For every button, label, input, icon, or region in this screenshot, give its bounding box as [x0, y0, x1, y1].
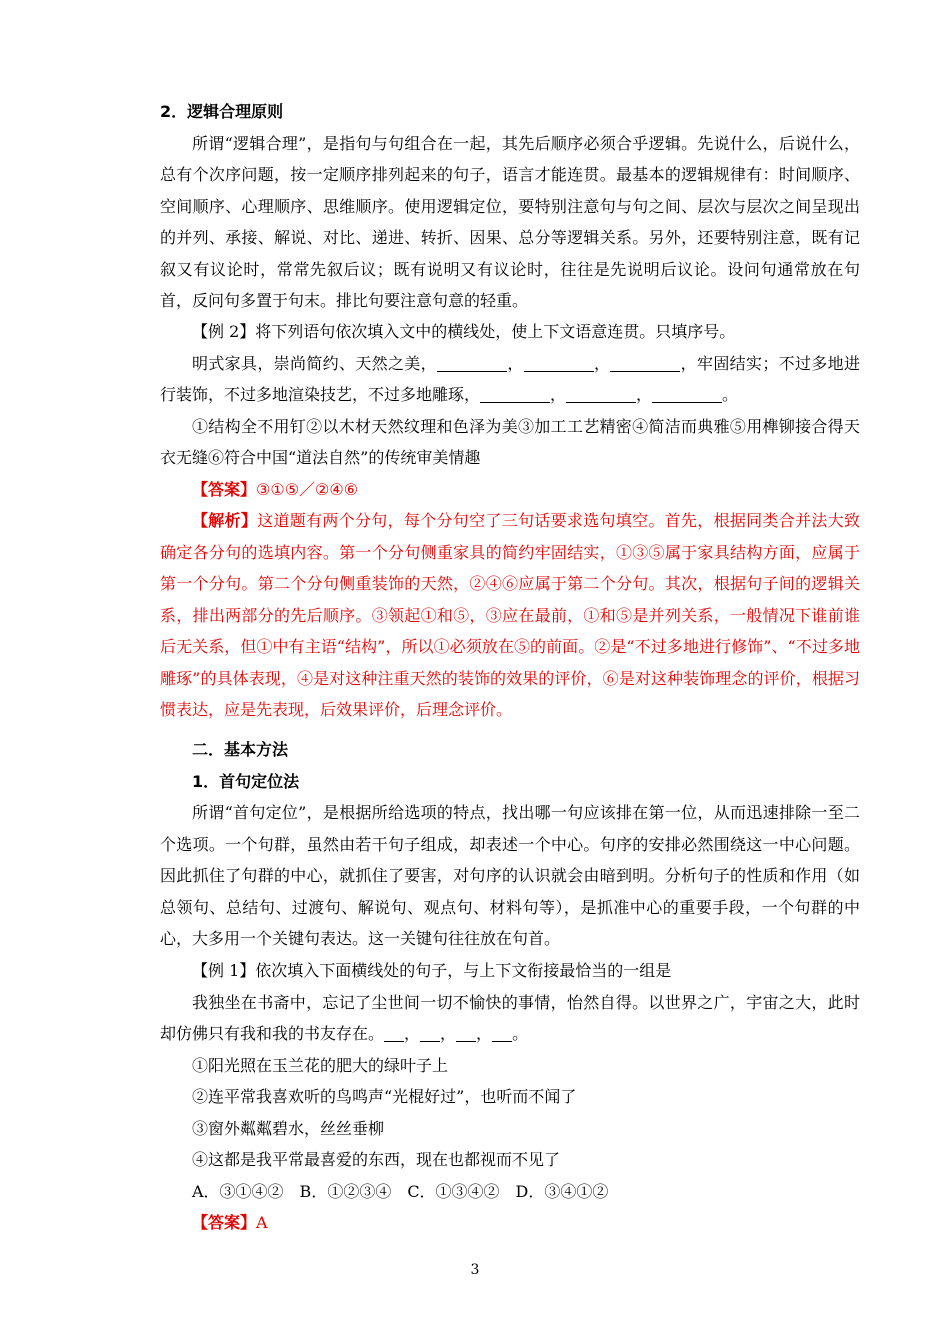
answer-label: 【答案】: [192, 479, 257, 499]
example-label: 【例 1】: [192, 961, 256, 980]
answer-value: A: [256, 1213, 268, 1232]
section-logic-principle: [160, 96, 860, 317]
example-prompt: [160, 955, 860, 987]
option-item: ②连平常我喜欢听的鸟鸣声“光棍好过”，也听而不闻了: [192, 1087, 577, 1106]
page-number: 3: [470, 1262, 480, 1278]
option-item: ④这都是我平常最喜爱的东西，现在也都视而不见了: [192, 1150, 561, 1169]
example-passage: [160, 987, 860, 1050]
paragraph: 所谓“首句定位”，是根据所给选项的特点，找出哪一句应该排在第一位，从而迅速排除一至二个选项。一个句群，虽然由若干句子组成，却表述一个中心。句序的安排必然围绕这一中心问题。因此抓住了句群的中心，就抓住了要害，对句序的认识就会由暗到明。分析句子的性质和作用（如总领句、总结句、过渡句、解说句、观点句、材料句等），是抓准中心的重要手段，一个句群的中心，大多用一个关键句表达。这一关键句往往放在句首。: [160, 803, 860, 948]
example-options: ①结构全不用钉②以木材天然纹理和色泽为美③加工工艺精密④简洁而典雅⑤用榫铆接合得天衣无缝⑥符合中国“道法自然”的传统审美情趣: [160, 416, 860, 467]
analysis-text: 这道题有两个分句，每个分句空了三句话要求选句填空。首先，根据同类合并法大致确定各分句的选填内容。第一个分句侧重家具的简约牢固结实，①③⑤属于家具结构方面，应属于第一个分句。第二个分句侧重装饰的天然，②④⑥应属于第二个分句。其次，根据句子间的逻辑关系，排出两部分的先后顺序。③领起①和⑤，③应在最前，①和⑤是并列关系，一般情况下谁前谁后无关系，但①中有主语“结构”，所以①必须放在⑤的前面。②是“不过多地进行修饰”、“不过多地雕琢”的具体表现，④是对这种注重天然的装饰的效果的评价，⑥是对这种装饰理念的评价，根据习惯表达，应是先表现，后效果评价，后理念评价。: [160, 511, 860, 719]
answer-value: ③①⑤／②④⑥: [256, 479, 359, 499]
punct: ，: [476, 1024, 493, 1043]
option-item: ③窗外粼粼碧水，丝丝垂柳: [192, 1118, 385, 1138]
example-2: [160, 316, 860, 726]
analysis-paragraph: [160, 505, 860, 726]
section-heading: 2．逻辑合理原则: [160, 102, 284, 121]
answer-line: [160, 1207, 860, 1239]
fill-blank: [524, 355, 594, 372]
punct: ，: [636, 385, 653, 404]
fill-blank: [456, 1025, 476, 1042]
answer-choices: A．③①④② B．①②③④ C．①③④② D．③④①②: [192, 1181, 609, 1201]
passage-text: 我独坐在书斋中，忘记了尘世间一切不愉快的事情，怡然自得。以世界之广，宇宙之大，此时却仿佛只有我和我的书友存在。: [160, 992, 860, 1043]
fill-blank: [480, 386, 550, 403]
punct: ，: [593, 353, 611, 373]
option-item: ①阳光照在玉兰花的肥大的绿叶子上: [192, 1055, 449, 1075]
example-label: 【例 2】: [192, 322, 256, 341]
subsection-heading: 1．首句定位法: [192, 771, 300, 791]
punct: 。: [512, 1024, 529, 1043]
example-prompt: [160, 316, 860, 348]
punct: ，: [550, 385, 567, 404]
punct: ，: [440, 1024, 457, 1043]
example-question: 依次填入下面横线处的句子，与上下文衔接最恰当的一组是: [255, 961, 672, 980]
section-basic-methods: [160, 734, 860, 955]
answer-label: 【答案】: [192, 1213, 257, 1232]
paragraph: 所谓“逻辑合理”，是指句与句组合在一起，其先后顺序必须合乎逻辑。先说什么，后说什么，总有个次序问题，按一定顺序排列起来的句子，语言才能连贯。最基本的逻辑规律有：时间顺序、空间顺序、心理顺序、思维顺序。使用逻辑定位，要特别注意句与句之间、层次与层次之间呈现出的并列、承接、解说、对比、递进、转折、因果、总分等逻辑关系。另外，还要特别注意，既有记叙又有议论时，常常先叙后议；既有说明又有议论时，往往是先说明后议论。设问句通常放在句首，反问句多置于句末。排比句要注意句意的轻重。: [160, 133, 860, 310]
example-1: [160, 955, 860, 1239]
passage-text: ，牢固结实；不过多地进行装饰，不过多地渲染技艺，不过多地雕琢，: [160, 353, 860, 404]
fill-blank: [652, 386, 722, 403]
punct: ，: [404, 1024, 421, 1043]
fill-blank: [384, 1025, 404, 1042]
example-question: 将下列语句依次填入文中的横线处，使上下文语意连贯。只填序号。: [255, 322, 736, 341]
punct: ，: [506, 353, 524, 373]
section-heading: 二．基本方法: [192, 740, 289, 759]
passage-text: 明式家具，崇尚简约、天然之美，: [192, 353, 437, 373]
fill-blank: [492, 1025, 512, 1042]
fill-blank: [420, 1025, 440, 1042]
punct: 。: [722, 385, 739, 404]
example-passage: [160, 348, 860, 411]
fill-blank: [566, 386, 636, 403]
analysis-label: 【解析】: [192, 511, 258, 530]
answer-line: [160, 474, 860, 506]
fill-blank: [610, 355, 680, 372]
fill-blank: [437, 355, 507, 372]
